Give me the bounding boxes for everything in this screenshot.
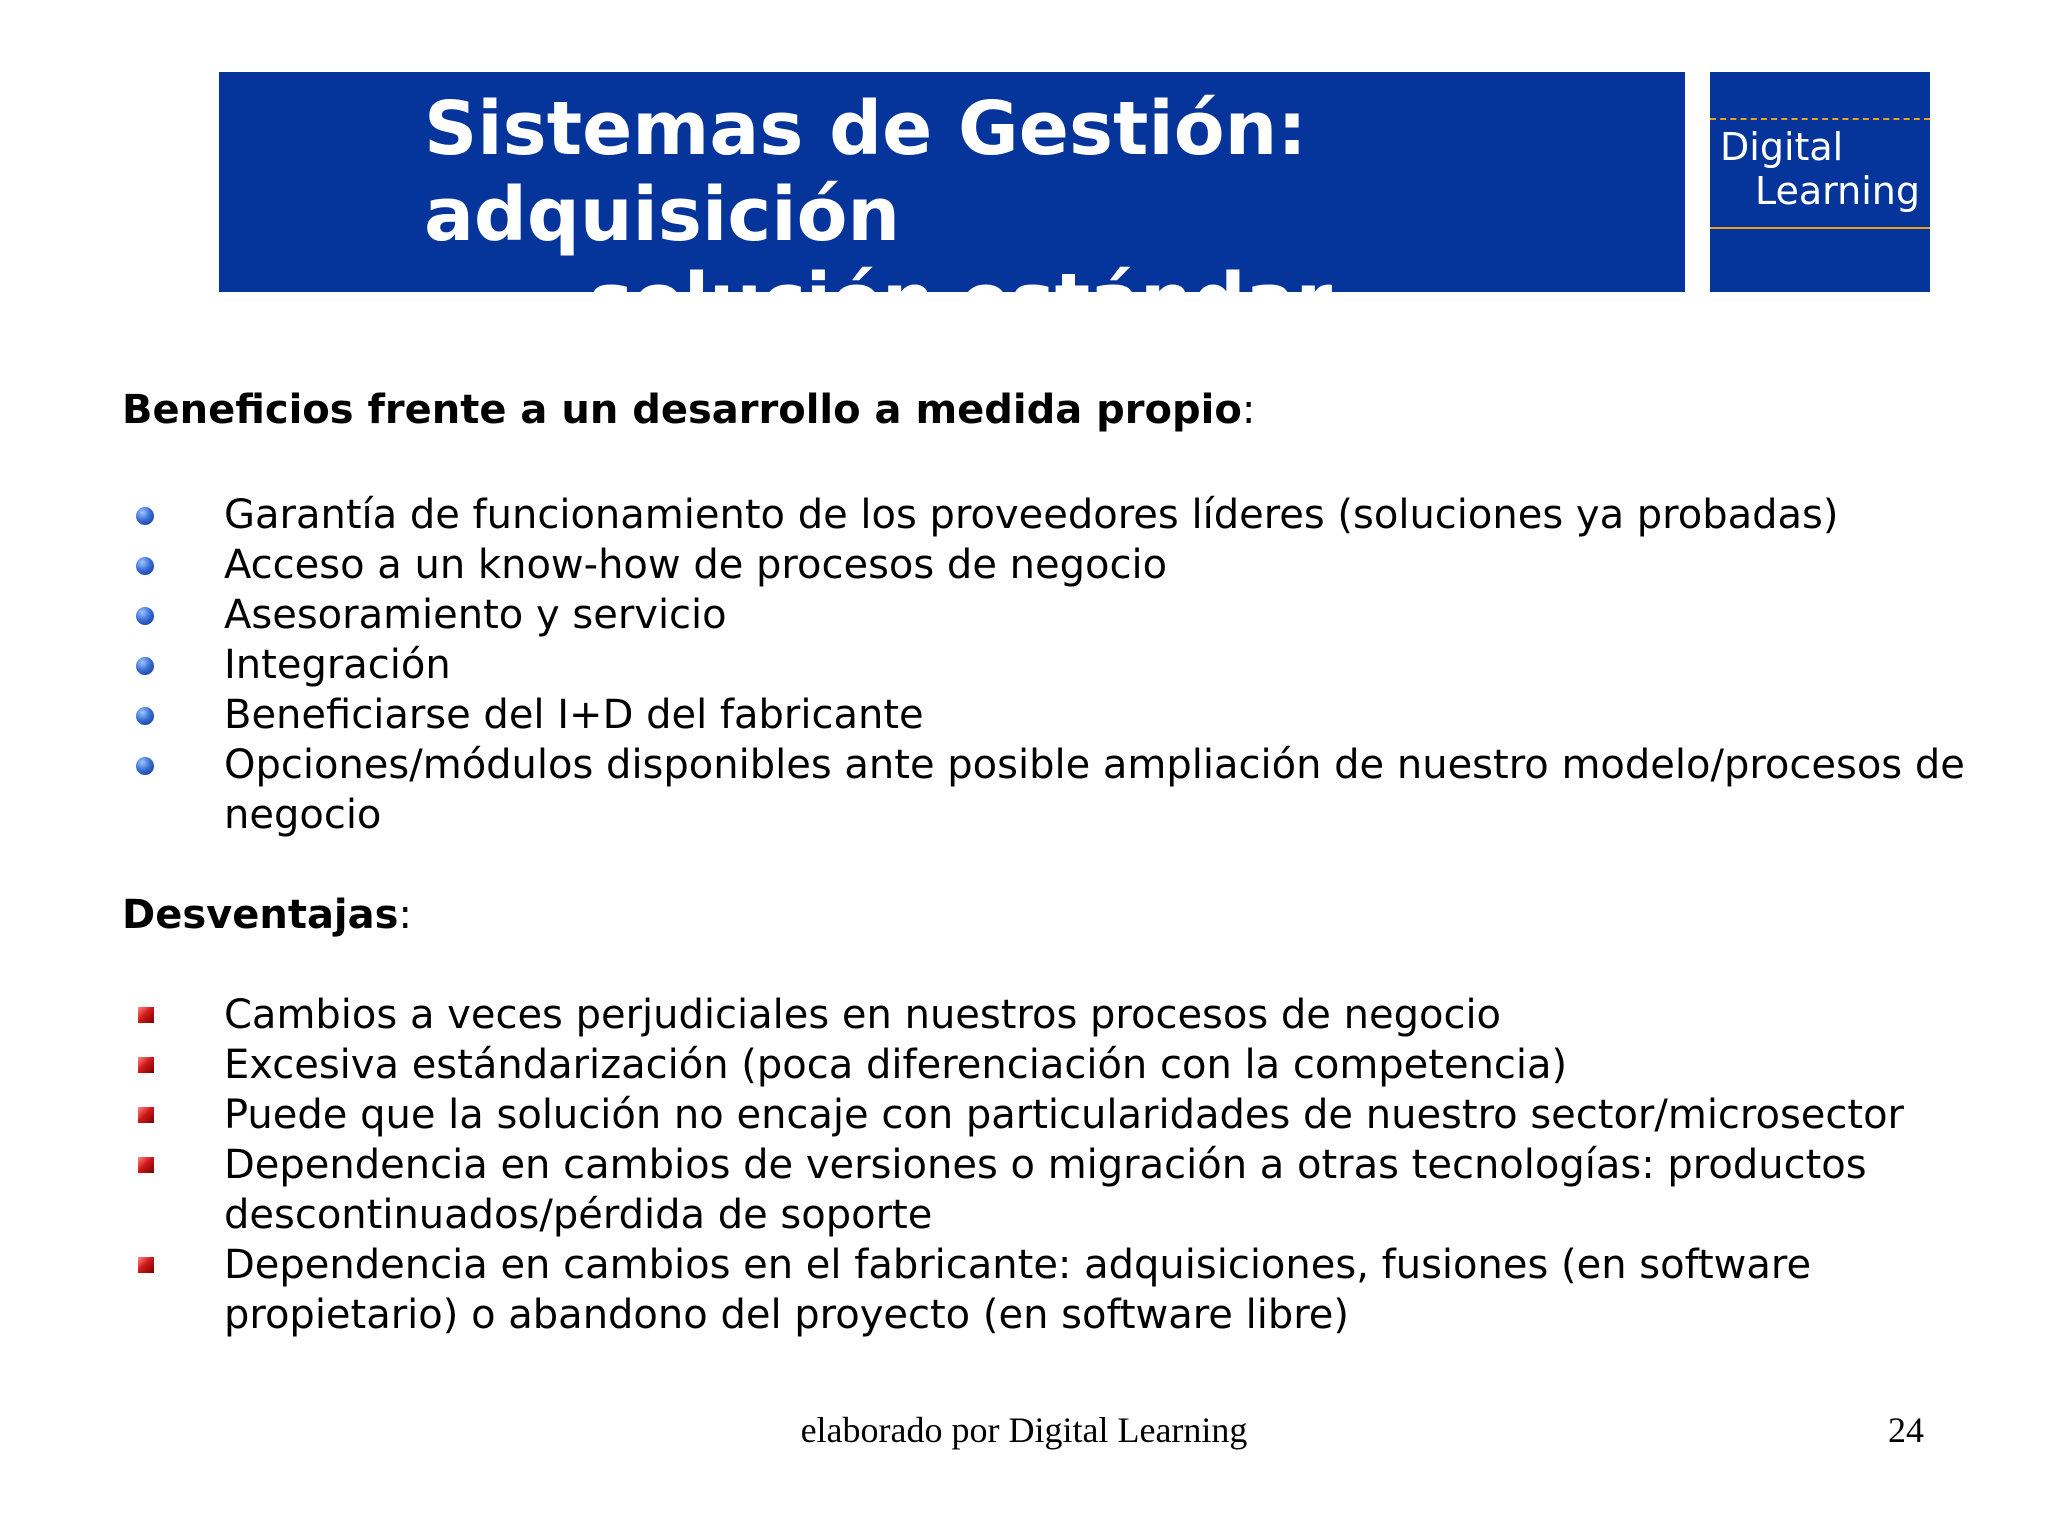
disadvantages-heading-text: Desventajas <box>122 892 399 938</box>
list-item-text: Asesoramiento y servicio <box>224 592 727 638</box>
list-item-text: Integración <box>224 642 451 688</box>
page-number: 24 <box>1888 1410 1924 1450</box>
red-cube-bullet-icon <box>138 1107 154 1123</box>
blue-sphere-bullet-icon <box>136 657 154 675</box>
list-item-text: Puede que la solución no encaje con particularidades de nuestro sector/microsector <box>224 1092 1904 1138</box>
blue-sphere-bullet-icon <box>136 557 154 575</box>
list-item <box>0 1040 2048 1090</box>
benefits-list <box>0 490 2048 840</box>
list-item <box>0 490 2048 540</box>
disadvantages-list <box>0 990 2048 1340</box>
list-item-text: Cambios a veces perjudiciales en nuestros procesos de negocio <box>224 992 1502 1038</box>
title-banner <box>219 72 1685 344</box>
slide-title <box>219 86 1685 344</box>
red-cube-bullet-icon <box>138 1007 154 1023</box>
logo-word-digital: Digital <box>1720 125 1844 169</box>
list-item <box>0 740 2048 840</box>
red-cube-bullet-icon <box>138 1257 154 1273</box>
list-item-text: Garantía de funcionamiento de los proveedores líderes (soluciones ya probadas) <box>224 492 1839 538</box>
list-item <box>0 690 2048 740</box>
benefits-heading-colon: : <box>1241 387 1256 433</box>
list-item-text: Acceso a un know-how de procesos de negocio <box>224 542 1168 588</box>
list-item <box>0 1240 2048 1340</box>
red-cube-bullet-icon <box>138 1157 154 1173</box>
list-item-text: Dependencia en cambios en el fabricante: adquisiciones, fusiones (en software propietario) o abandono del proyecto (en software libre) <box>224 1242 1812 1338</box>
benefits-heading <box>122 385 1255 435</box>
red-cube-bullet-icon <box>138 1057 154 1073</box>
list-item-text: Beneficiarse del I+D del fabricante <box>224 692 924 738</box>
disadvantages-heading <box>122 890 412 940</box>
list-item <box>0 640 2048 690</box>
disadvantages-heading-colon: : <box>398 892 412 938</box>
blue-sphere-bullet-icon <box>136 707 154 725</box>
logo-word-learning: Learning <box>1755 169 1920 213</box>
list-item <box>0 1090 2048 1140</box>
list-item-text: Excesiva estándarización (poca diferenciación con la competencia) <box>224 1042 1568 1088</box>
list-item <box>0 990 2048 1040</box>
list-item <box>0 540 2048 590</box>
title-line-2: solución estándar <box>589 258 1333 344</box>
list-item-text: Dependencia en cambios de versiones o migración a otras tecnologías: productos descontinuados/pérdida de soporte <box>224 1142 1867 1238</box>
logo-dashed-rule <box>1710 118 1930 120</box>
benefits-heading-text: Beneficios frente a un desarrollo a medida propio <box>122 387 1242 433</box>
list-item-text: Opciones/módulos disponibles ante posible ampliación de nuestro modelo/procesos de negocio <box>224 742 1965 838</box>
footer-credit: elaborado por Digital Learning <box>800 1410 1248 1450</box>
logo-solid-rule <box>1710 227 1930 229</box>
blue-sphere-bullet-icon <box>136 607 154 625</box>
digital-learning-logo <box>1710 72 1930 292</box>
title-line-1: Sistemas de Gestión: adquisición <box>424 86 1307 258</box>
list-item <box>0 590 2048 640</box>
blue-sphere-bullet-icon <box>136 757 154 775</box>
list-item <box>0 1140 2048 1240</box>
blue-sphere-bullet-icon <box>136 507 154 525</box>
